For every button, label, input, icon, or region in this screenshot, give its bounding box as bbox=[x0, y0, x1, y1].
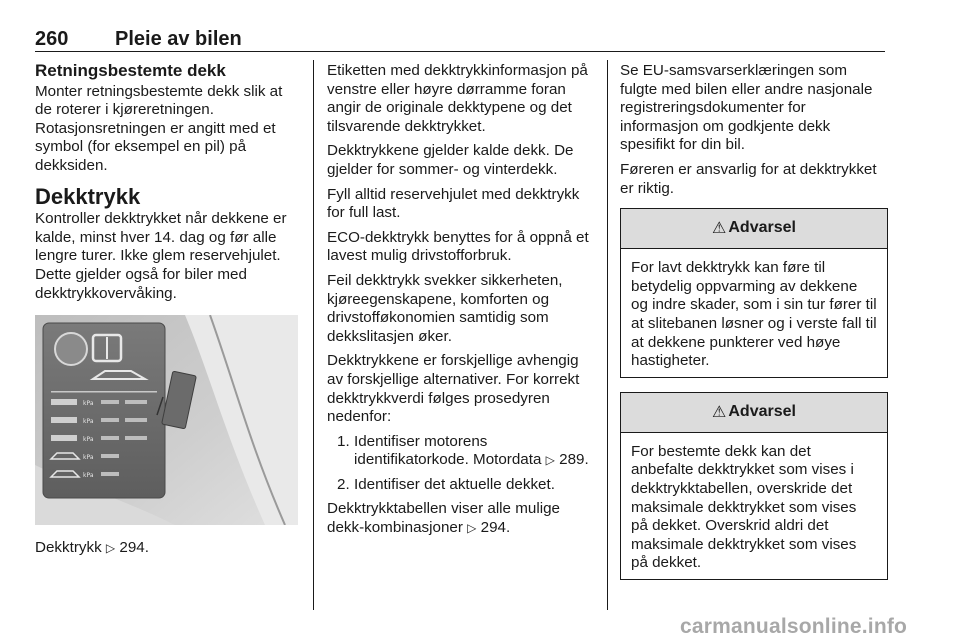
paragraph: ECO-dekktrykk benyttes for å oppnå et lavest mulig drivstofforbruk. bbox=[327, 228, 589, 265]
paragraph: Føreren er ansvarlig for at dekktrykket er riktig. bbox=[620, 160, 877, 197]
figure-caption: Dekktrykk ▷ 294. bbox=[35, 539, 149, 557]
column-left bbox=[35, 62, 300, 564]
svg-text:kPa: kPa bbox=[83, 454, 94, 462]
list-item: 2. Identifiser det aktuelle dekket. bbox=[337, 475, 555, 493]
reference-arrow-icon: ▷ bbox=[545, 453, 555, 468]
paragraph: Se EU-samsvarserklæringen som fulgte med bilen eller andre nasjonale registreringsdokumenter for informasjon om godkjente dekk spesifikt for din bil. bbox=[620, 62, 873, 154]
page-reference: 289. bbox=[559, 451, 589, 469]
reference-arrow-icon: ▷ bbox=[467, 521, 477, 536]
procedure-steps bbox=[327, 433, 595, 495]
column-middle bbox=[327, 62, 595, 544]
section-heading-directional-tyres: Retningsbestemte dekk bbox=[35, 61, 226, 80]
paragraph: Dekktrykktabellen viser alle mulige dekk-kombinasjoner ▷ 294. bbox=[327, 500, 560, 537]
paragraph: Kontroller dekktrykket når dekkene er kalde, minst hver 14. dag og før alle lengre turer. Ikke glem reservehjulet. Dette gjelder også for biler med dekktrykkovervåking. bbox=[35, 210, 287, 302]
paragraph: Feil dekktrykk svekker sikkerheten, kjøreegenskapene, komforten og drivstofføkonomien samtidig som dekkslitasjen øker. bbox=[327, 271, 563, 345]
svg-text:kPa: kPa bbox=[83, 436, 94, 444]
tyre-pressure-label-photo bbox=[35, 315, 298, 525]
page-reference: 294. bbox=[480, 519, 511, 537]
page-header bbox=[35, 26, 885, 52]
paragraph: Dekktrykkene er forskjellige avhengig av forskjellige alternativer. For korrekt dekktrykkverdi følges prosedyren nedenfor: bbox=[327, 352, 580, 426]
paragraph: Etiketten med dekktrykkinformasjon på venstre eller høyre dørramme foran angir de originale dekktypene og det tilsvarende dekktrykket. bbox=[327, 62, 588, 135]
column-divider bbox=[313, 60, 314, 610]
list-item: 1. Identifiser motorens identifikatorkode. Motordata ▷ 289. bbox=[337, 432, 589, 469]
paragraph: Fyll alltid reservehjulet med dekktrykk for full last. bbox=[327, 185, 580, 222]
chapter-title: Pleie av bilen bbox=[115, 28, 242, 50]
svg-text:kPa: kPa bbox=[83, 418, 94, 426]
reference-arrow-icon: ▷ bbox=[105, 541, 116, 556]
svg-text:kPa: kPa bbox=[83, 472, 94, 480]
warning-title: Advarsel bbox=[728, 219, 796, 237]
warning-header bbox=[621, 209, 887, 249]
paragraph: Monter retningsbestemte dekk slik at de roterer i kjøreretningen. Rotasjonsretningen er angitt med et symbol (for eksempel en pil) på dekksiden. bbox=[35, 82, 283, 174]
watermark: carmanualsonline.info bbox=[680, 615, 908, 638]
section-heading-tyre-pressure: Dekktrykk bbox=[35, 183, 141, 209]
page-number: 260 bbox=[35, 28, 69, 50]
warning-title: Advarsel bbox=[728, 402, 796, 420]
warning-header bbox=[621, 393, 887, 433]
warning-box bbox=[620, 392, 888, 580]
warning-body: For lavt dekktrykk kan føre til betydelig oppvarming av dekkene og indre skader, som i sin tur fører til at slitebanen løsner og i verste fall til at dekkene punkterer ved høye hastigheter. bbox=[631, 259, 877, 370]
warning-box bbox=[620, 208, 888, 378]
warning-icon: ⚠ bbox=[712, 401, 727, 421]
column-right bbox=[620, 62, 888, 594]
warning-icon: ⚠ bbox=[712, 218, 727, 238]
svg-text:kPa: kPa bbox=[83, 400, 94, 408]
warning-body: For bestemte dekk kan det anbefalte dekktrykket som vises i dekktrykktabellen, overskride det maksimale dekktrykket som vises på dekket. Overskrid aldri det maksimale dekktrykket som vises på dekket. bbox=[631, 442, 857, 572]
paragraph: Dekktrykkene gjelder kalde dekk. De gjelder for sommer- og vinterdekk. bbox=[327, 142, 574, 178]
page-reference: 294. bbox=[119, 539, 149, 557]
column-divider bbox=[607, 60, 608, 610]
